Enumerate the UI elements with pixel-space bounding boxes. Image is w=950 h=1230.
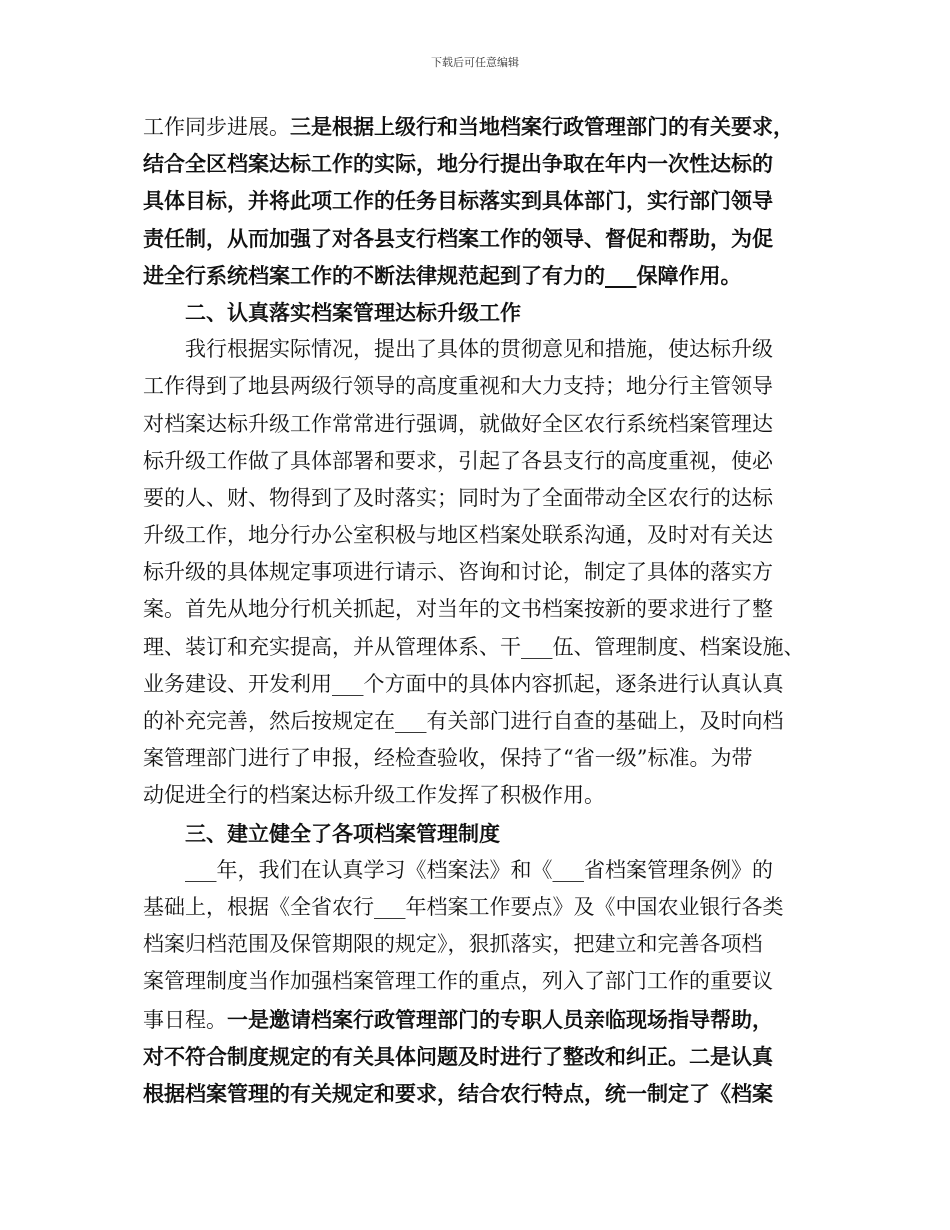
text-line (143, 145, 823, 182)
text-segment: 业务建设、开发利用___个方面中的具体内容抓起，逐条进行认真认真 (143, 671, 784, 696)
text-segment-bold: 三是根据上级行和当地档案行政管理部门的有关要求， (290, 114, 794, 139)
text-segment: ___年，我们在认真学习《档案法》和《___省档案管理条例》的 (185, 857, 773, 882)
text-segment: 升级工作，地分行办公室积极与地区档案处联系沟通，及时对有关达 (143, 523, 773, 548)
text-segment-bold: 具体目标，并将此项工作的任务目标落实到具体部门，实行部门领导 (143, 188, 773, 214)
text-segment: 基础上，根据《全省农行___年档案工作要点》及《中国农业银行各类 (143, 894, 784, 919)
text-segment-bold: 根据档案管理的有关规定和要求，结合农行特点，统一制定了《档案 (143, 1080, 773, 1106)
text-line (143, 703, 823, 740)
text-segment: 案管理部门进行了申报，经检查验收，保持了“省一级”标准。为带 (143, 746, 753, 771)
text-line (143, 963, 823, 1000)
text-segment: 档案归档范围及保管期限的规定》，狠抓落实，把建立和完善各项档 (143, 932, 763, 957)
text-segment: 要的人、财、物得到了及时落实；同时为了全面带动全区农行的达标 (143, 485, 773, 510)
text-line (143, 740, 823, 777)
text-segment: 我行根据实际情况，提出了具体的贯彻意见和措施，使达标升级 (185, 337, 773, 362)
section-heading-3 (143, 815, 823, 852)
text-segment: 标升级工作做了具体部署和要求，引起了各县支行的高度重视，使必 (143, 448, 773, 473)
text-line (143, 554, 823, 591)
text-line (143, 889, 823, 926)
text-line (143, 629, 823, 666)
text-segment-bold: 一是邀请档案行政管理部门的专职人员亲临现场指导帮助， (227, 1006, 773, 1032)
text-line (143, 777, 823, 814)
text-segment-bold: 对不符合制度规定的有关具体问题及时进行了整改和纠正。二是认真 (143, 1043, 773, 1069)
text-line (143, 1001, 823, 1038)
text-line (143, 1075, 823, 1112)
text-segment: 工作得到了地县两级行领导的高度重视和大力支持；地分行主管领导 (143, 374, 773, 399)
text-line (143, 108, 823, 145)
text-segment: 案。首先从地分行机关抓起，对当年的文书档案按新的要求进行了整 (143, 597, 773, 622)
text-line (143, 480, 823, 517)
document-body (143, 108, 823, 1112)
text-segment: 理、装订和充实提高，并从管理体系、干___伍、管理制度、档案设施、 (143, 634, 805, 659)
text-line (143, 852, 823, 889)
heading-text: 二、认真落实档案管理达标升级工作 (185, 299, 521, 325)
text-segment: 案管理制度当作加强档案管理工作的重点，列入了部门工作的重要议 (143, 969, 773, 994)
text-segment-bold: 进全行系统档案工作的不断法律规范起到了有力的___保障作用。 (143, 262, 742, 288)
text-line (143, 443, 823, 480)
text-segment: 对档案达标升级工作常常进行强调，就做好全区农行系统档案管理达 (143, 411, 773, 436)
text-line (143, 666, 823, 703)
text-segment-bold: 责任制，从而加强了对各县支行档案工作的领导、督促和帮助，为促 (143, 225, 773, 251)
section-heading-2 (143, 294, 823, 331)
text-segment: 动促进全行的档案达标升级工作发挥了积极作用。 (143, 783, 605, 808)
text-line (143, 591, 823, 628)
text-segment-bold: 结合全区档案达标工作的实际，地分行提出争取在年内一次性达标的 (143, 151, 773, 177)
page-header: 下载后可任意编辑 (431, 56, 519, 69)
text-line (143, 257, 823, 294)
text-segment: 事日程。 (143, 1007, 227, 1032)
text-line (143, 926, 823, 963)
text-segment: 工作同步进展。 (143, 115, 290, 139)
text-line (143, 368, 823, 405)
text-line (143, 220, 823, 257)
text-line (143, 331, 823, 368)
text-line (143, 182, 823, 219)
text-segment: 标升级的具体规定事项进行请示、咨询和讨论，制定了具体的落实方 (143, 560, 773, 585)
text-line (143, 1038, 823, 1075)
heading-text: 三、建立健全了各项档案管理制度 (185, 820, 500, 846)
text-segment: 的补充完善，然后按规定在___有关部门进行自查的基础上，及时向档 (143, 709, 784, 733)
text-line (143, 517, 823, 554)
text-line (143, 406, 823, 443)
